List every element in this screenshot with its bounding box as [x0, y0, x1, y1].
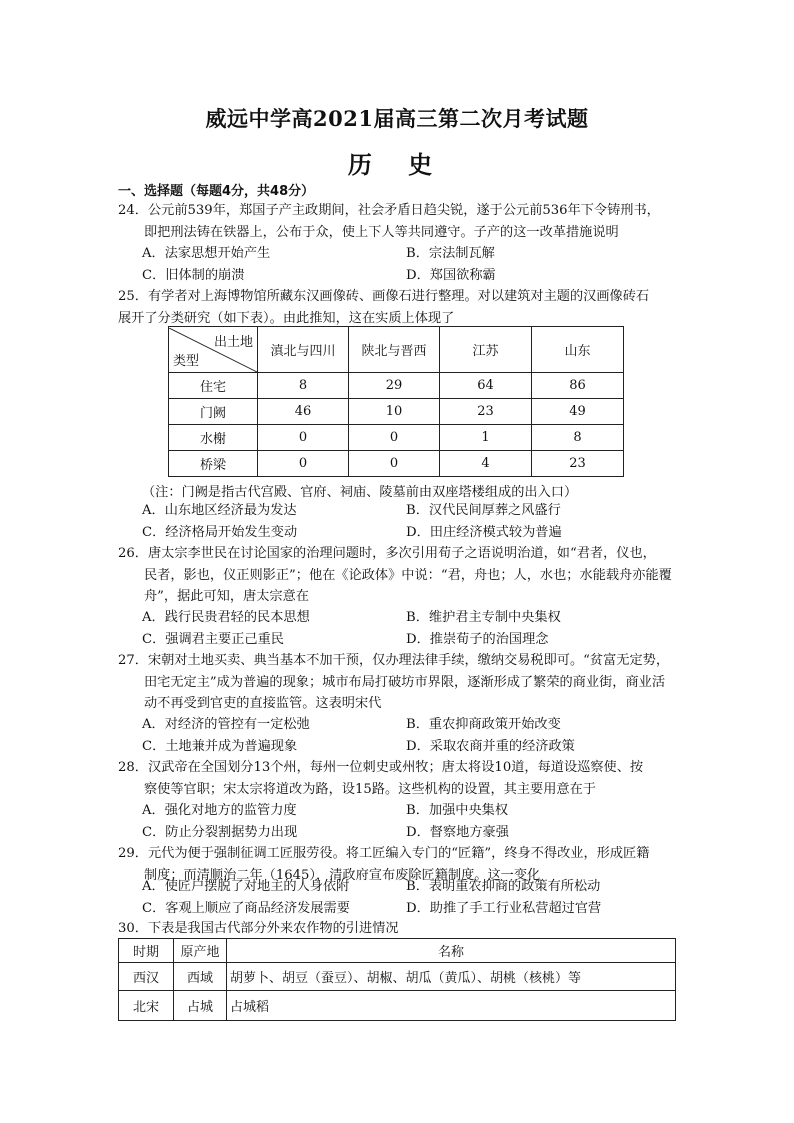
- table-note: （注：门阙是指古代宫殿、官府、祠庙、陵墓前由双座塔楼组成的出入口）: [142, 485, 578, 500]
- table-cell: 23: [532, 451, 624, 477]
- question-stem-continued: 民者，影也，仪正则影正”；他在《论政体》中说：“君，舟也；人，水也；水能载舟亦能覆舟”，据此可知，唐太宗意在: [144, 567, 672, 604]
- table-row: [169, 425, 624, 451]
- question-stem-continued: 田宅无定主”成为普遍的现象；城市布局打破坊市界限，逐渐形成了繁荣的商业街，商业活动不再受到官吏的直接监管。这表明宋代: [144, 674, 666, 711]
- question-24-options: [142, 243, 682, 286]
- exam-title: 威远中学高2021届高三第二次月考试题: [205, 106, 589, 131]
- question-25-options: [142, 500, 682, 543]
- table-row: [169, 451, 624, 477]
- table-cell: 29: [349, 373, 440, 399]
- table-cell: 8: [532, 425, 624, 451]
- table-cell: 西汉: [119, 963, 174, 991]
- option-a[interactable]: A．法家思想开始产生: [142, 246, 271, 261]
- subject-heading: 历 史: [347, 150, 447, 179]
- question-stem: 28．汉武帝在全国划分13个州，每州一位刺史或州牧；唐太将设10道，每道设巡察使、按: [118, 760, 644, 775]
- question-25: [118, 286, 688, 329]
- table-cell: 占城: [174, 991, 227, 1021]
- option-b[interactable]: B．汉代民间厚葬之风盛行: [406, 503, 561, 518]
- option-b[interactable]: B．宗法制瓦解: [406, 246, 495, 261]
- table-cell: 10: [349, 399, 440, 425]
- option-d[interactable]: D．郑国欲称霸: [406, 267, 496, 283]
- option-b[interactable]: B．加强中央集权: [406, 803, 509, 818]
- question-stem: 26．唐太宗李世民在讨论国家的治理问题时，多次引用荀子之语说明治道，如“君者，仪也，: [118, 546, 656, 561]
- option-c[interactable]: C．客观上顺应了商品经济发展需要: [142, 900, 350, 916]
- question-stem-continued: 即把刑法铸在铁器上，公布于众，使上下人等共同遵守。子产的这一改革措施说明: [144, 224, 619, 240]
- column-header: 时期: [119, 939, 174, 963]
- table-cell: 占城稻: [227, 991, 676, 1021]
- option-b[interactable]: B．表明重农抑商的政策有所松动: [406, 879, 601, 894]
- table-cell: 4: [440, 451, 532, 477]
- row-type: 水榭: [169, 425, 258, 451]
- option-b[interactable]: B．维护君主专制中央集权: [406, 610, 561, 625]
- option-a[interactable]: A．对经济的管控有一定松弛: [142, 717, 310, 732]
- column-header: 滇北与四川: [258, 327, 349, 373]
- question-stem: 30．下表是我国古代部分外来农作物的引进情况: [118, 921, 399, 936]
- question-28: [118, 757, 678, 800]
- option-a[interactable]: A．山东地区经济最为发达: [142, 503, 297, 518]
- question-27-options: [142, 714, 682, 757]
- table-row: [169, 373, 624, 399]
- table-row: [119, 963, 676, 991]
- column-header: 名称: [227, 939, 676, 963]
- question-stem-continued: 展开了分类研究（如下表）。由此推知，这在实质上体现了: [118, 310, 455, 326]
- option-d[interactable]: D．推崇荀子的治国理念: [406, 631, 549, 647]
- question-29-options: [142, 876, 682, 919]
- option-d[interactable]: D．田庄经济模式较为普遍: [406, 524, 562, 540]
- question-stem-continued: 制度；而清顺治二年（1645），清政府宣布废除匠籍制度。这一变化: [144, 867, 541, 883]
- question-27: [118, 650, 678, 715]
- question-stem: 25．有学者对上海博物馆所藏东汉画像砖、画像石进行整理。对以建筑对主题的汉画像砖石: [118, 289, 650, 304]
- question-30: [118, 918, 678, 940]
- table-cell: 0: [258, 451, 349, 477]
- table-25: [168, 326, 624, 477]
- table-corner: [169, 327, 258, 373]
- question-26-options: [142, 607, 682, 650]
- column-header: 山东: [532, 327, 624, 373]
- table-cell: 0: [349, 451, 440, 477]
- option-d[interactable]: D．助推了手工行业私营超过官营: [406, 900, 602, 916]
- table-cell: 86: [532, 373, 624, 399]
- corner-top-label: 出土地: [213, 334, 253, 350]
- table-cell: 西域: [174, 963, 227, 991]
- option-c[interactable]: C．经济格局开始发生变动: [142, 524, 298, 540]
- option-c[interactable]: C．旧体制的崩溃: [142, 267, 245, 283]
- table-cell: 49: [532, 399, 624, 425]
- question-stem: 24．公元前539年，郑国子产主政期间，社会矛盾日趋尖锐，遂于公元前536年下令铸刑书，: [118, 203, 660, 218]
- question-26: [118, 543, 678, 608]
- question-28-options: [142, 800, 682, 843]
- question-stem: 29．元代为便于强制征调工匠服劳役。将工匠编入专门的“匠籍”，终身不得改业，形成匠籍: [118, 846, 650, 861]
- option-a[interactable]: A．使匠户摆脱了对地主的人身依附: [142, 879, 350, 894]
- table-cell: 北宋: [119, 991, 174, 1021]
- table-cell: 0: [349, 425, 440, 451]
- table-cell: 8: [258, 373, 349, 399]
- row-type: 桥梁: [169, 451, 258, 477]
- option-c[interactable]: C．强调君主要正己重民: [142, 631, 284, 647]
- corner-bottom-label: 类型: [173, 353, 200, 369]
- question-stem: 27．宋朝对土地买卖、典当基本不加干预，仅办理法律手续，缴纳交易税即可。“贫富无定势，: [118, 653, 670, 668]
- table-cell: 胡萝卜、胡豆（蚕豆）、胡椒、胡瓜（黄瓜）、胡桃（核桃）等: [227, 963, 676, 991]
- section-heading: 一、选择题（每题4分，共48分）: [118, 184, 315, 199]
- question-24: [118, 200, 678, 243]
- table-cell: 23: [440, 399, 532, 425]
- column-header: 江苏: [440, 327, 532, 373]
- option-c[interactable]: C．防止分裂割据势力出现: [142, 824, 298, 840]
- table-row: [119, 991, 676, 1021]
- table-cell: 46: [258, 399, 349, 425]
- option-a[interactable]: A．践行民贵君轻的民本思想: [142, 610, 310, 625]
- row-type: 门阙: [169, 399, 258, 425]
- option-d[interactable]: D．督察地方豪强: [406, 824, 509, 840]
- column-header: 陕北与晋西: [349, 327, 440, 373]
- option-b[interactable]: B．重农抑商政策开始改变: [406, 717, 561, 732]
- option-c[interactable]: C．土地兼并成为普遍现象: [142, 738, 298, 754]
- row-type: 住宅: [169, 373, 258, 399]
- option-d[interactable]: D．采取农商并重的经济政策: [406, 738, 575, 754]
- table-cell: 0: [258, 425, 349, 451]
- question-stem-continued: 察使等官职；宋太宗将道改为路，设15路。这些机构的设置，其主要用意在于: [144, 781, 596, 797]
- table-row: [169, 399, 624, 425]
- option-a[interactable]: A．强化对地方的监管力度: [142, 803, 297, 818]
- table-cell: 64: [440, 373, 532, 399]
- table-cell: 1: [440, 425, 532, 451]
- table-30: [118, 938, 676, 1021]
- column-header: 原产地: [174, 939, 227, 963]
